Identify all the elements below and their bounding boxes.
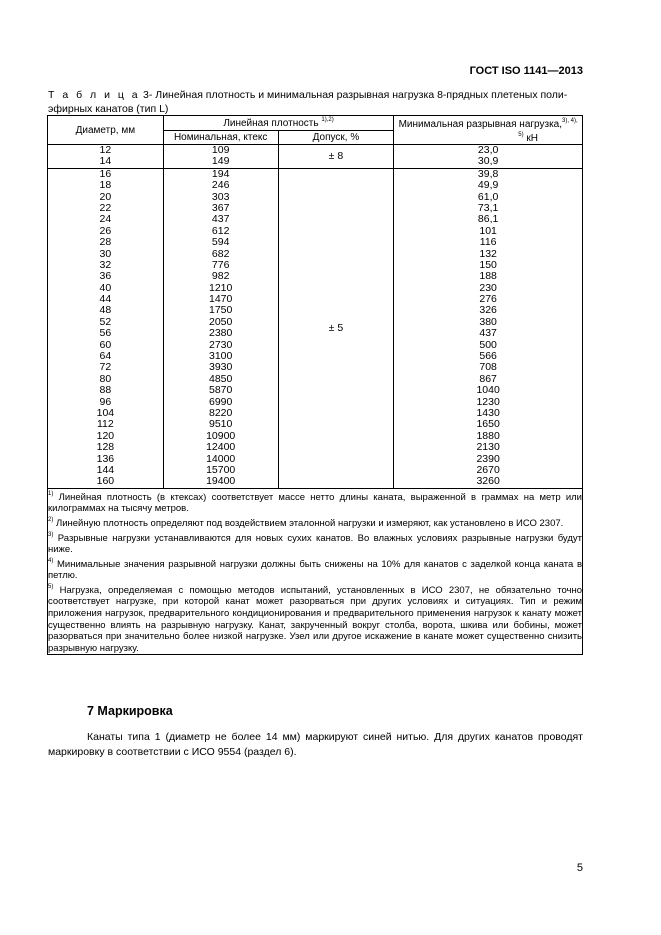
breaking-cell: 326	[479, 304, 497, 317]
note-mark: 4)	[48, 557, 54, 564]
breaking-cell: 1040	[476, 384, 500, 397]
group1-row	[48, 145, 583, 169]
breaking-cell: 30,9	[477, 155, 499, 168]
diameter-cell: 16	[99, 167, 112, 180]
breaking-cell: 150	[479, 258, 497, 271]
table-note	[48, 582, 582, 655]
diameter-cell: 20	[99, 190, 112, 203]
breaking-cell: 23,0	[477, 144, 499, 156]
header-breaking-ref2: 5)	[518, 132, 524, 138]
diameter-cell: 28	[99, 236, 112, 249]
nominal-cell: 1210	[208, 281, 233, 294]
nominal-cell: 303	[211, 190, 230, 203]
diameter-cell: 48	[99, 304, 112, 317]
diameter-cell: 104	[96, 406, 115, 419]
diameter-cell: 60	[99, 338, 112, 351]
group1-tolerance: ± 8	[278, 145, 394, 169]
diameter-cell: 44	[99, 293, 112, 306]
header-diameter: Диаметр, мм	[48, 116, 164, 145]
breaking-cell: 566	[479, 350, 497, 363]
table-note	[48, 530, 582, 556]
breaking-cell: 2390	[476, 452, 500, 465]
diameter-cell: 144	[96, 463, 115, 476]
breaking-cell: 1230	[476, 395, 500, 408]
group1-nominal	[163, 145, 278, 169]
nominal-cell: 1750	[208, 304, 233, 317]
nominal-cell: 2380	[208, 327, 233, 340]
note-text: Нагрузка, определяемая с помощью методов испытаний, установленных в ИСО 2307, не обязательно точно соответствует нагрузке, при которой канат может разорваться при других условиях и ситуациях. Тип и режим приложения нагрузок, предварительного кондиционирования и предварительного применения нагрузок к канату может существенно влиять на разрывную нагрузку. Канат, закрученный вокруг столба, ворота, шкива или бобины, может разорваться при значительно более низкой нагрузке. Узел или другое искажение в канате может существенно снизить разрывную нагрузку.	[48, 584, 583, 654]
density-table	[47, 115, 583, 655]
diameter-cell: 32	[99, 258, 112, 271]
header-breaking-ref: 3), 4),	[562, 118, 578, 124]
nominal-cell: 8220	[208, 406, 233, 419]
breaking-cell: 86,1	[477, 213, 499, 226]
breaking-cell: 380	[479, 315, 497, 328]
nominal-cell: 1470	[208, 293, 233, 306]
breaking-cell: 132	[479, 247, 497, 260]
nominal-cell: 9510	[208, 418, 233, 431]
breaking-cell: 708	[479, 361, 497, 374]
nominal-cell: 682	[211, 247, 230, 260]
table-caption	[48, 88, 583, 116]
nominal-cell: 776	[211, 258, 230, 271]
header-tolerance: Допуск, %	[278, 130, 394, 145]
diameter-cell: 26	[99, 224, 112, 237]
note-mark: 3)	[48, 531, 54, 538]
diameter-cell: 52	[99, 315, 112, 328]
diameter-cell: 80	[99, 372, 112, 385]
header-linear-density-label: Линейная плотность	[223, 117, 319, 129]
table-caption-label: Т а б л и ц а	[48, 89, 141, 101]
breaking-cell: 500	[479, 338, 497, 351]
nominal-cell: 5870	[208, 384, 233, 397]
group2-tolerance: ± 5	[278, 168, 394, 488]
diameter-cell: 18	[99, 179, 112, 192]
note-text: Минимальные значения разрывной нагрузки должны быть снижены на 10% для канатов с заделкой конца каната в петлю.	[48, 558, 582, 582]
group1-breaking	[394, 145, 583, 169]
breaking-cell: 867	[479, 372, 497, 385]
diameter-cell: 36	[99, 270, 112, 283]
diameter-cell: 160	[96, 475, 115, 488]
header-breaking-label: Минимальная разрывная нагрузка,	[398, 119, 563, 130]
section-title: 7 Маркировка	[87, 704, 173, 718]
diameter-cell: 64	[99, 350, 112, 363]
breaking-cell: 116	[479, 236, 497, 249]
header-breaking-line1	[394, 116, 582, 130]
standard-number: ГОСТ ISO 1141—2013	[469, 65, 583, 77]
group1-diameters	[48, 145, 164, 169]
header-nominal: Номинальная, ктекс	[163, 130, 278, 145]
breaking-cell: 2130	[476, 441, 500, 454]
nominal-cell: 982	[211, 270, 230, 283]
group2-breaking	[394, 168, 583, 488]
nominal-cell: 12400	[206, 441, 236, 454]
nominal-cell: 594	[211, 236, 230, 249]
nominal-cell: 612	[211, 224, 230, 237]
nominal-cell: 2050	[208, 315, 233, 328]
nominal-cell: 246	[211, 179, 230, 192]
breaking-cell: 49,9	[477, 179, 499, 192]
breaking-cell: 230	[479, 281, 497, 294]
breaking-cell: 61,0	[477, 190, 499, 203]
diameter-cell: 128	[96, 441, 115, 454]
breaking-cell: 3260	[476, 475, 500, 488]
table-note	[48, 515, 582, 530]
breaking-cell: 437	[479, 327, 497, 340]
note-text: Разрывные нагрузки устанавливаются для новых сухих канатов. Во влажных условиях разрывные нагрузки будут ниже.	[48, 532, 583, 556]
diameter-cell: 112	[97, 418, 114, 431]
breaking-cell: 188	[479, 270, 497, 283]
diameter-cell: 96	[99, 395, 112, 408]
diameter-cell: 40	[99, 281, 112, 294]
header-breaking-line2	[394, 130, 582, 144]
group2-nominal	[163, 168, 278, 488]
note-text: Линейная плотность (в ктексах) соответствует массе нетто длины каната, выраженной в граммах на метр или килограммах на тысячу метров.	[48, 491, 582, 515]
diameter-cell: 14	[99, 155, 112, 168]
note-mark: 5)	[48, 583, 54, 590]
nominal-cell: 3100	[208, 350, 233, 363]
header-linear-density	[163, 116, 394, 131]
nominal-cell: 194	[211, 167, 230, 180]
section-paragraph: Канаты типа 1 (диаметр не более 14 мм) маркируют синей нитью. Для других канатов проводят маркировку в соответствии с ИСО 9554 (раздел 6).	[48, 731, 583, 758]
notes-row	[48, 488, 583, 655]
note-text: Линейную плотность определяют под воздействием эталонной нагрузки и измеряют, как установлено в ИСО 2307.	[55, 517, 564, 529]
table-note	[48, 489, 582, 515]
nominal-cell: 149	[211, 155, 230, 168]
group2-row	[48, 168, 583, 488]
diameter-cell: 88	[99, 384, 112, 397]
diameter-cell: 30	[99, 247, 112, 260]
diameter-cell: 12	[99, 144, 112, 156]
page-number: 5	[576, 862, 583, 874]
table-caption-text: 3- Линейная плотность и минимальная разрывная нагрузка 8-прядных плетеных поли-эфирных канатов (тип L)	[48, 89, 568, 115]
diameter-cell: 24	[99, 213, 112, 226]
table-notes	[48, 488, 583, 655]
breaking-cell: 276	[479, 293, 497, 306]
diameter-cell: 72	[99, 361, 112, 374]
diameter-cell: 136	[96, 452, 115, 465]
nominal-cell: 14000	[206, 452, 236, 465]
breaking-cell: 73,1	[477, 201, 499, 214]
nominal-cell: 10900	[206, 429, 236, 442]
breaking-cell: 1650	[476, 418, 500, 431]
note-mark: 2)	[48, 516, 54, 523]
breaking-cell: 1880	[476, 429, 500, 442]
note-mark: 1)	[48, 490, 54, 497]
diameter-cell: 120	[96, 429, 115, 442]
diameter-cell: 22	[99, 201, 112, 214]
breaking-cell: 1430	[476, 406, 500, 419]
nominal-cell: 4850	[208, 372, 233, 385]
group2-diameters	[48, 168, 164, 488]
table-note	[48, 556, 582, 582]
nominal-cell: 15700	[206, 463, 236, 476]
breaking-cell: 2670	[476, 463, 500, 476]
header-breaking-unit: кН	[526, 133, 539, 144]
nominal-cell: 2730	[208, 338, 233, 351]
nominal-cell: 367	[211, 201, 230, 214]
nominal-cell: 6990	[208, 395, 233, 408]
diameter-cell: 56	[99, 327, 112, 340]
header-breaking-load	[394, 116, 583, 145]
nominal-cell: 19400	[206, 475, 236, 488]
nominal-cell: 3930	[208, 361, 233, 374]
header-linear-density-ref: 1),2)	[321, 116, 334, 123]
breaking-cell: 101	[479, 224, 497, 237]
nominal-cell: 109	[211, 144, 230, 156]
breaking-cell: 39,8	[477, 167, 499, 180]
nominal-cell: 437	[211, 213, 230, 226]
